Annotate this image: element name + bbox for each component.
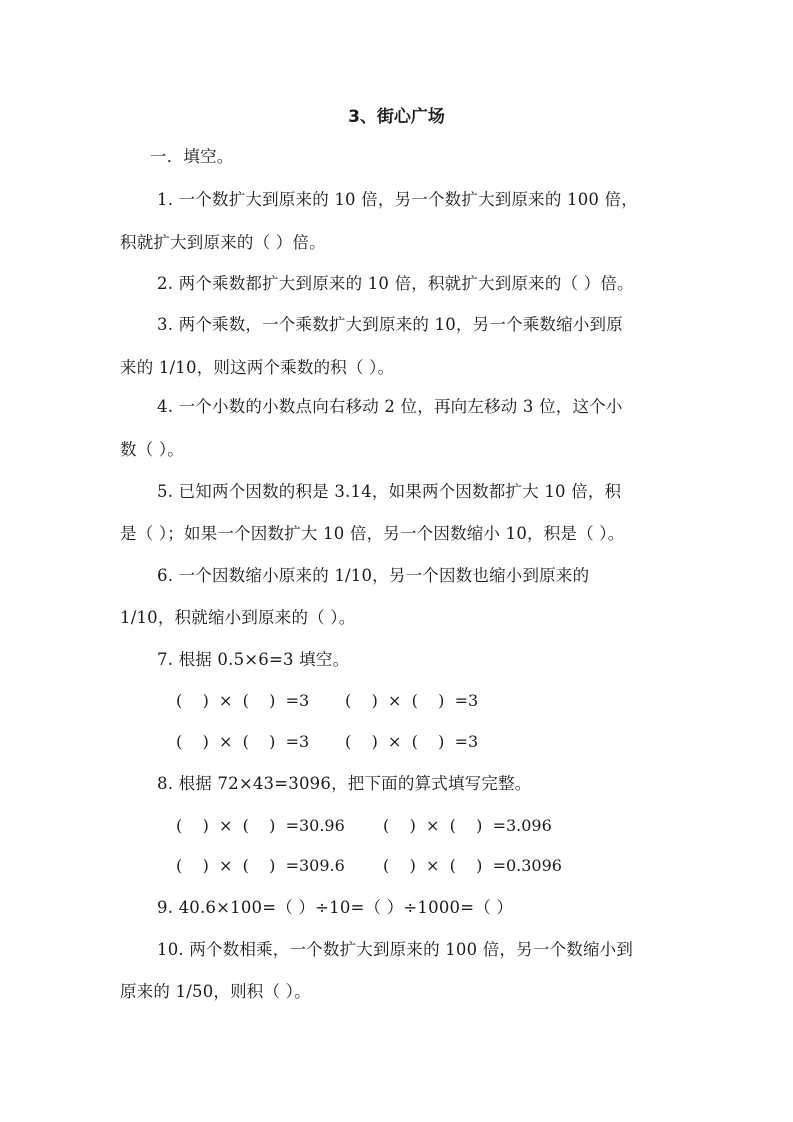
question-7-line-1: 7. 根据 0.5×6=3 填空。: [157, 650, 350, 669]
question-8-equation-2a: ( ) × ( ) =309.6: [176, 856, 345, 875]
page-title: 3、街心广场: [348, 107, 445, 127]
question-5-line-2: 是（ ）；如果一个因数扩大 10 倍，另一个因数缩小 10，积是（ ）。: [120, 524, 625, 543]
question-10-line-2: 原来的 1/50，则积（ ）。: [120, 982, 311, 1001]
question-1-line-2: 积就扩大到原来的（ ）倍。: [120, 233, 326, 252]
question-4-line-2: 数（ ）。: [120, 440, 184, 459]
question-2-line-1: 2. 两个乘数都扩大到原来的 10 倍，积就扩大到原来的（ ）倍。: [157, 274, 634, 293]
question-8-equation-2b: ( ) × ( ) =0.3096: [383, 856, 562, 875]
section-heading: 一．填空。: [150, 147, 234, 166]
question-5-line-1: 5. 已知两个因数的积是 3.14，如果两个因数都扩大 10 倍，积: [157, 482, 622, 501]
question-7-equation-2b: ( ) × ( ) =3: [345, 732, 479, 751]
question-8-equation-1b: ( ) × ( ) =3.096: [383, 816, 552, 835]
question-4-line-1: 4. 一个小数的小数点向右移动 2 位，再向左移动 3 位，这个小: [157, 397, 623, 416]
question-3-line-2: 来的 1/10，则这两个乘数的积（ ）。: [120, 358, 395, 377]
question-3-line-1: 3. 两个乘数，一个乘数扩大到原来的 10，另一个乘数缩小到原: [157, 315, 623, 334]
question-8-equation-1a: ( ) × ( ) =30.96: [176, 816, 345, 835]
question-7-equation-2a: ( ) × ( ) =3: [176, 732, 310, 751]
question-7-equation-1a: ( ) × ( ) =3: [176, 691, 310, 710]
question-6-line-1: 6. 一个因数缩小原来的 1/10，另一个因数也缩小到原来的: [157, 566, 590, 585]
question-9-line-1: 9. 40.6×100=（ ）÷10=（ ）÷1000=（ ）: [157, 898, 514, 917]
question-1-line-1: 1. 一个数扩大到原来的 10 倍，另一个数扩大到原来的 100 倍，: [157, 190, 638, 209]
question-8-line-1: 8. 根据 72×43=3096，把下面的算式填写完整。: [157, 774, 532, 793]
question-10-line-1: 10. 两个数相乘，一个数扩大到原来的 100 倍，另一个数缩小到: [157, 940, 634, 959]
question-7-equation-1b: ( ) × ( ) =3: [345, 691, 479, 710]
question-6-line-2: 1/10，积就缩小到原来的（ ）。: [120, 608, 356, 627]
